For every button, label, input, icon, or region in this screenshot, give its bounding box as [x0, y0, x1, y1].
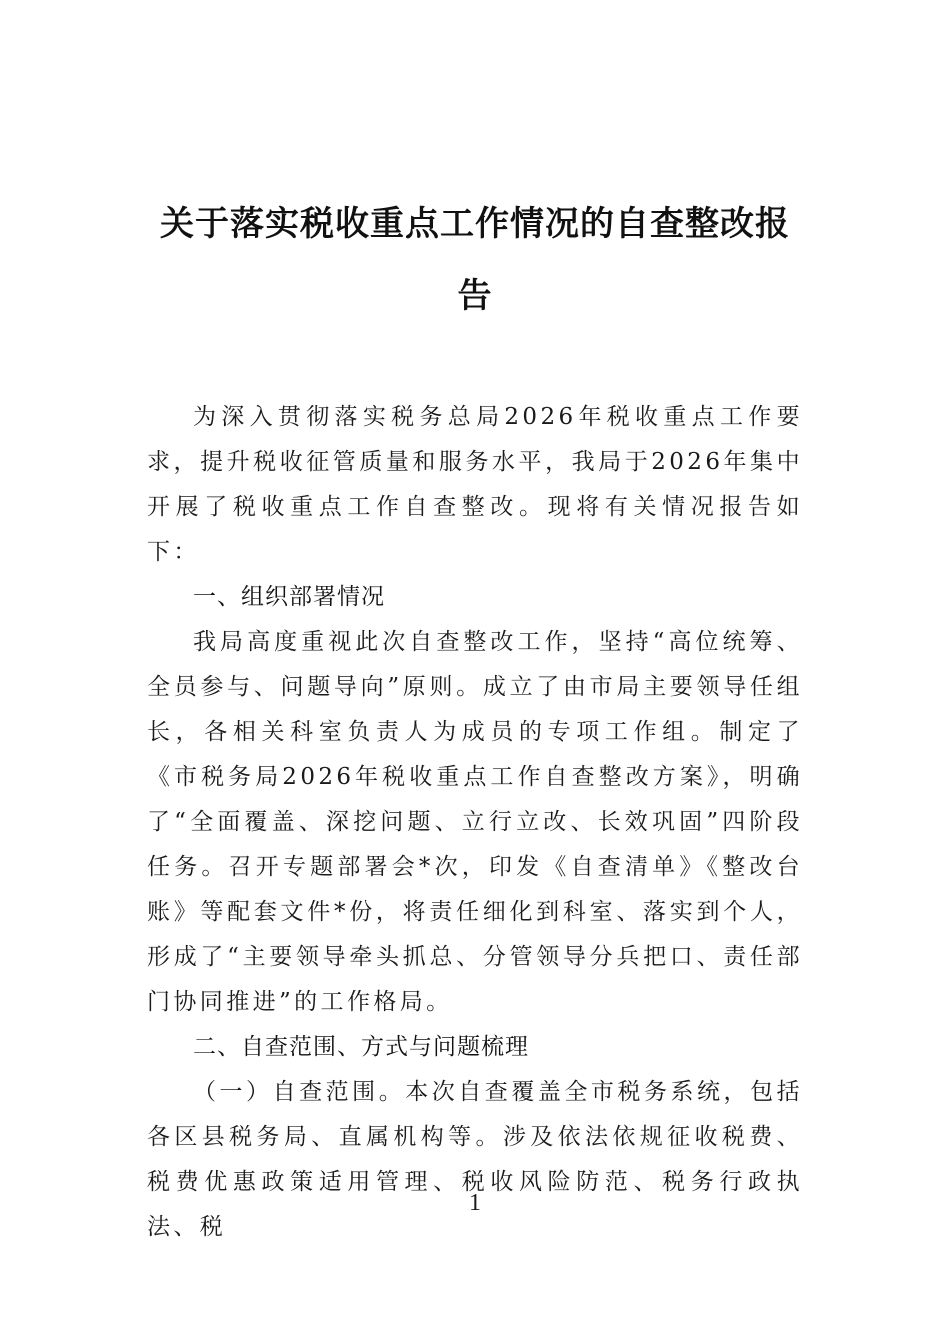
- intro-paragraph: 为深入贯彻落实税务总局2026年税收重点工作要求，提升税收征管质量和服务水平，我局于2026年集中开展了税收重点工作自查整改。现将有关情况报告如下：: [147, 404, 803, 565]
- page-number: 1: [469, 1190, 481, 1216]
- scope-paragraph: （一）自查范围。本次自查覆盖全市税务系统，包括各区县税务局、直属机构等。涉及依法依规征收税费、税费优惠政策适用管理、税收风险防范、税务行政执法、税: [147, 1079, 803, 1240]
- document-body: [147, 395, 803, 1250]
- section-heading-scope: 二、自查范围、方式与问题梳理: [193, 1034, 529, 1060]
- organization-paragraph: 我局高度重视此次自查整改工作，坚持“高位统筹、全员参与、问题导向”原则。成立了由市局主要领导任组长，各相关科室负责人为成员的专项工作组。制定了《市税务局2026年税收重点工作自查整改方案》，明确了“全面覆盖、深挖问题、立行立改、长效巩固”四阶段任务。召开专题部署会*次，印发《自查清单》《整改台账》等配套文件*份，将责任细化到科室、落实到个人，形成了“主要领导牵头抓总、分管领导分兵把口、责任部门协同推进”的工作格局。: [147, 629, 803, 1015]
- section-heading-organization: 一、组织部署情况: [193, 584, 385, 610]
- document-title: 关于落实税收重点工作情况的自查整改报告: [160, 204, 790, 316]
